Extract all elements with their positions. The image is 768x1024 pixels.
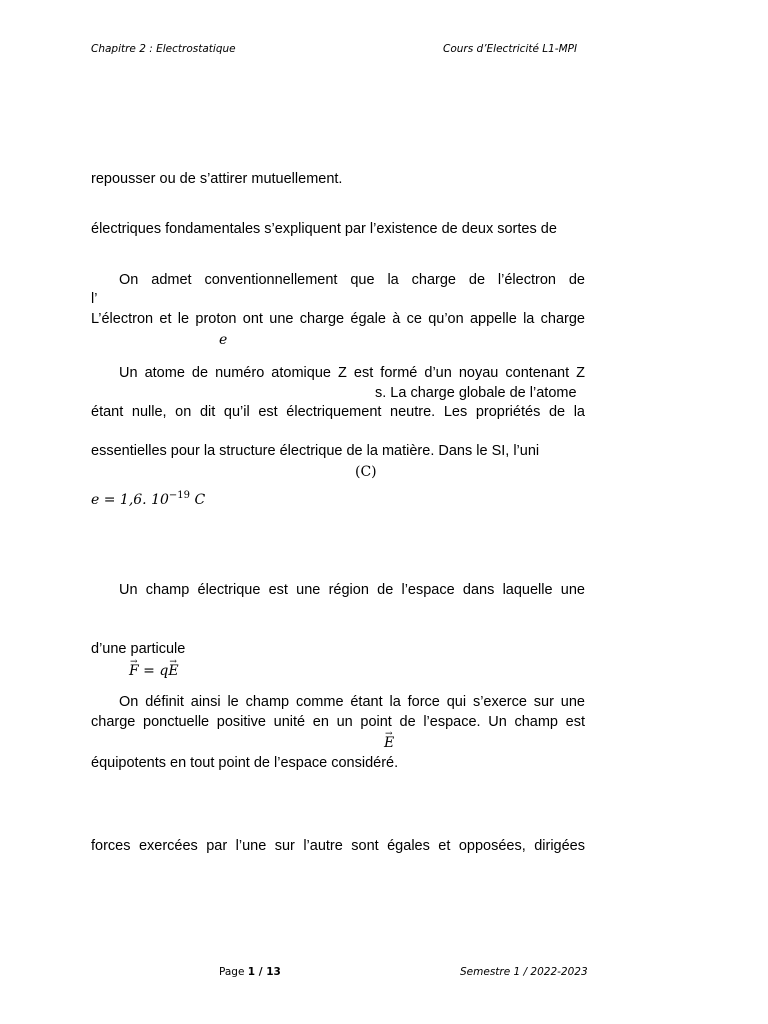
- equation-elementary-charge-lhs: e = 1,6. 10: [91, 492, 169, 508]
- equation-elementary-charge: [91, 487, 205, 509]
- vector-F: → F: [129, 662, 139, 680]
- text-line: Un atome de numéro atomique Z est formé d’un noyau contenant Z: [119, 365, 585, 381]
- text-line: Un champ électrique est une région de l’espace dans laquelle une: [119, 582, 585, 598]
- text-line: charge ponctuelle positive unité en un point de l’espace. Un champ est: [91, 714, 585, 730]
- footer-page-current: 1: [247, 966, 256, 978]
- math-symbol-e: e: [219, 332, 228, 348]
- equation-force-field: [129, 662, 179, 680]
- equation-elementary-charge-unit: C: [194, 492, 206, 508]
- text-line: forces exercées par l’une sur l’autre sont égales et opposées, dirigées: [91, 838, 585, 854]
- text-line: L’électron et le proton ont une charge égale à ce qu’on appelle la charge: [91, 311, 585, 327]
- equation-force-field-middle: = q: [138, 663, 169, 679]
- text-line: On définit ainsi le champ comme étant la force qui s’exerce sur une: [119, 694, 585, 710]
- text-line: essentielles pour la structure électrique de la matière. Dans le SI, l’uni: [91, 443, 540, 459]
- footer-page-number: [219, 966, 281, 978]
- text-line: d’une particule: [91, 641, 186, 657]
- footer-page-total: 13: [266, 966, 281, 978]
- footer-semester: Semestre 1 / 2022-2023: [460, 966, 588, 978]
- footer-page-prefix: Page: [219, 966, 248, 978]
- text-line: électriques fondamentales s’expliquent par l’existence de deux sortes de: [91, 221, 557, 237]
- equation-elementary-charge-exponent: −19: [168, 490, 191, 501]
- vector-E: → E: [168, 662, 178, 680]
- text-line: On admet conventionnellement que la charge de l’électron de: [119, 272, 585, 288]
- text-line: équipotents en tout point de l’espace considéré.: [91, 755, 399, 771]
- text-line: étant nulle, on dit qu’il est électriquement neutre. Les propriétés de la: [91, 404, 585, 420]
- header-course-title: Cours d’Electricité L1-MPI: [443, 43, 578, 55]
- text-line: l’: [91, 291, 98, 307]
- text-line: s. La charge globale de l’atome: [375, 385, 577, 401]
- header-chapter-title: Chapitre 2 : Electrostatique: [91, 43, 236, 55]
- math-unit-coulomb-text: (C): [355, 464, 377, 480]
- math-unit-coulomb: [355, 463, 377, 481]
- vector-E-symbol: → E: [384, 734, 394, 752]
- text-line: repousser ou de s’attirer mutuellement.: [91, 171, 343, 187]
- vector-E-field: [384, 734, 394, 752]
- footer-page-separator: /: [255, 966, 267, 978]
